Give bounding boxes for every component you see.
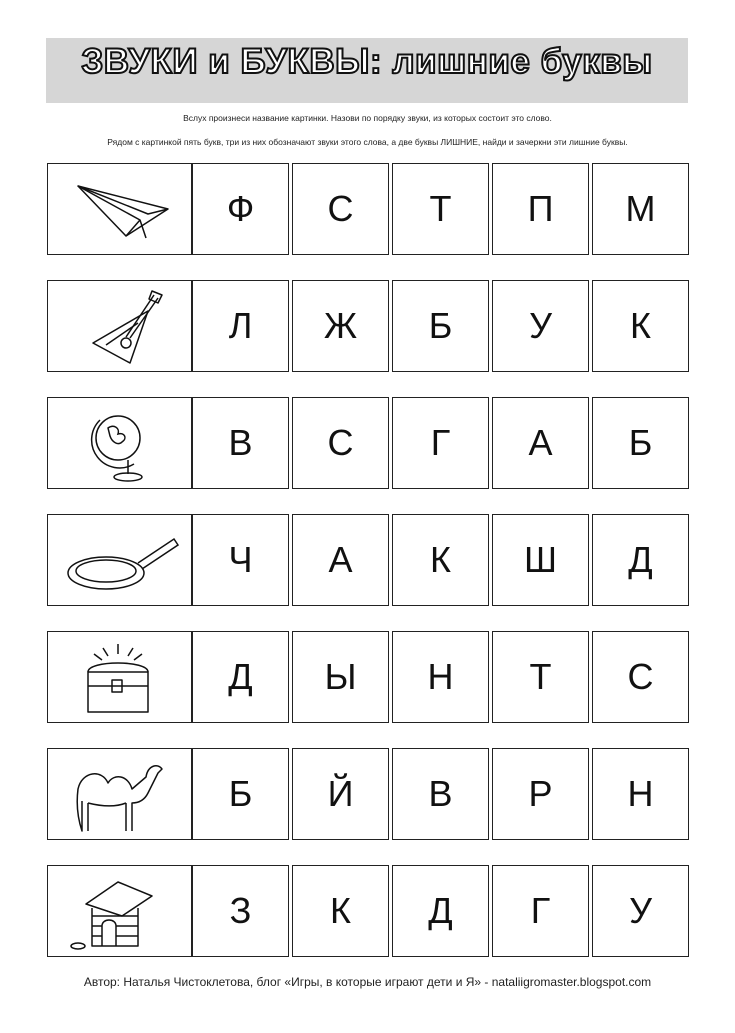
- letter-cell[interactable]: С: [592, 631, 689, 723]
- letter-cell[interactable]: А: [492, 397, 589, 489]
- globe-icon: [48, 398, 191, 488]
- letter-cell[interactable]: В: [392, 748, 489, 840]
- treasure-chest-icon: [48, 632, 191, 722]
- task-row: [47, 280, 689, 374]
- task-row: [47, 865, 689, 959]
- task-row: [47, 748, 689, 842]
- letter-cell[interactable]: Ш: [492, 514, 589, 606]
- picture-cell: [47, 865, 192, 957]
- letter-cell[interactable]: Н: [392, 631, 489, 723]
- letter-cell[interactable]: С: [292, 397, 389, 489]
- task-row: [47, 397, 689, 491]
- letter-cell[interactable]: У: [592, 865, 689, 957]
- letter-cell[interactable]: П: [492, 163, 589, 255]
- letter-cell[interactable]: Д: [392, 865, 489, 957]
- letter-cell[interactable]: Б: [592, 397, 689, 489]
- letter-cell[interactable]: Б: [192, 748, 289, 840]
- task-row: [47, 163, 689, 257]
- footer-credit: Автор: Наталья Чистоклетова, блог «Игры, в которые играют дети и Я» - nataliigromaster.blogspot.com: [83, 975, 652, 989]
- task-row: [47, 514, 689, 608]
- camel-icon: [48, 749, 191, 839]
- letter-cell[interactable]: Н: [592, 748, 689, 840]
- letter-cell[interactable]: Л: [192, 280, 289, 372]
- letter-cell[interactable]: Г: [492, 865, 589, 957]
- letter-cell[interactable]: З: [192, 865, 289, 957]
- letter-cell[interactable]: К: [592, 280, 689, 372]
- letter-cell[interactable]: К: [392, 514, 489, 606]
- letter-cell[interactable]: Т: [392, 163, 489, 255]
- picture-cell: [47, 163, 192, 255]
- letter-cell[interactable]: К: [292, 865, 389, 957]
- letter-cell[interactable]: Т: [492, 631, 589, 723]
- letter-cell[interactable]: Д: [192, 631, 289, 723]
- task-row: [47, 631, 689, 725]
- letter-cell[interactable]: Ч: [192, 514, 289, 606]
- letter-cell[interactable]: В: [192, 397, 289, 489]
- letter-cell[interactable]: С: [292, 163, 389, 255]
- instruction-line-1: Вслух произнеси название картинки. Назови по порядку звуки, из которых состоит это слово.: [183, 113, 552, 123]
- balalaika-icon: [48, 281, 191, 371]
- instruction-line-2: Рядом с картинкой пять букв, три из них обозначают звуки этого слова, а две буквы ЛИШНИЕ, найди и зачеркни эти лишние буквы.: [107, 137, 628, 147]
- doghouse-icon: [48, 866, 191, 956]
- picture-cell: [47, 514, 192, 606]
- letter-cell[interactable]: Г: [392, 397, 489, 489]
- letter-cell[interactable]: У: [492, 280, 589, 372]
- picture-cell: [47, 631, 192, 723]
- letter-cell[interactable]: Ж: [292, 280, 389, 372]
- letter-cell[interactable]: А: [292, 514, 389, 606]
- letter-cell[interactable]: М: [592, 163, 689, 255]
- letter-cell[interactable]: Ы: [292, 631, 389, 723]
- page-title: ЗВУКИ и БУКВЫ: лишние буквы: [81, 42, 653, 81]
- picture-cell: [47, 280, 192, 372]
- letter-cell[interactable]: Ф: [192, 163, 289, 255]
- paper-plane-icon: [48, 164, 191, 254]
- picture-cell: [47, 748, 192, 840]
- letter-cell[interactable]: Р: [492, 748, 589, 840]
- letter-cell[interactable]: Й: [292, 748, 389, 840]
- letter-cell[interactable]: Б: [392, 280, 489, 372]
- letter-cell[interactable]: Д: [592, 514, 689, 606]
- frying-pan-icon: [48, 515, 191, 605]
- picture-cell: [47, 397, 192, 489]
